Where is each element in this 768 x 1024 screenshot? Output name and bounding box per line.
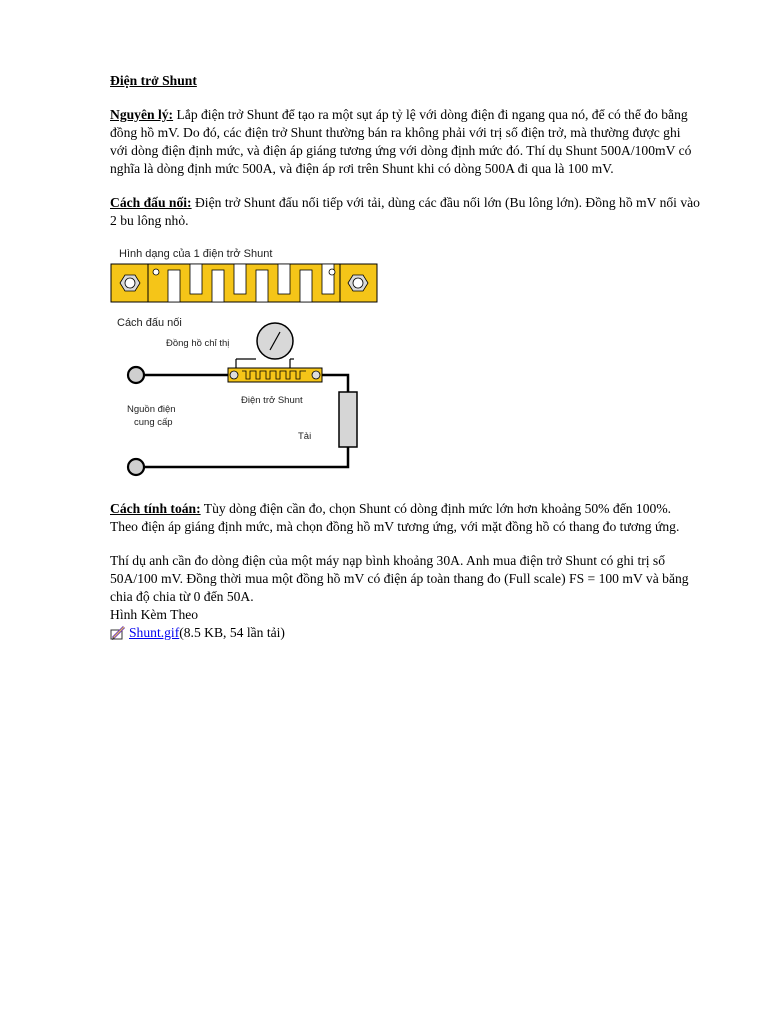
shunt-shape bbox=[111, 264, 377, 302]
source-terminal-bottom bbox=[128, 459, 144, 475]
meter-label: Đồng hồ chỉ thị bbox=[166, 338, 230, 349]
small-bolt-right bbox=[329, 269, 335, 275]
load-label: Tải bbox=[298, 431, 312, 442]
small-bolt-left bbox=[153, 269, 159, 275]
shunt-label: Điện trở Shunt bbox=[241, 395, 303, 406]
principle-label: Nguyên lý: bbox=[110, 107, 174, 122]
attachment-meta: (8.5 KB, 54 lần tải) bbox=[179, 625, 285, 640]
calculation-text: Tùy dòng điện cần đo, chọn Shunt có dòng định mức lớn hơn khoảng 50% đến 100%. Theo điện áp giáng định mức, mà chọn đồng hồ mV tương ứng, với mặt đồng hồ có thang đo tương ứng. bbox=[110, 501, 680, 534]
attachment-row bbox=[110, 624, 700, 642]
shunt-figure bbox=[110, 246, 380, 486]
document-title: Điện trở Shunt bbox=[110, 73, 197, 88]
source-label-1: Nguồn điện bbox=[127, 404, 176, 415]
calculation-paragraph bbox=[110, 500, 700, 536]
connection-paragraph bbox=[110, 194, 700, 230]
source-label-2: cung cấp bbox=[134, 417, 173, 428]
schematic-shunt bbox=[228, 368, 322, 382]
shunt-diagram bbox=[110, 246, 380, 486]
attachment-pencil-icon bbox=[110, 625, 126, 641]
principle-text: Lắp điện trở Shunt để tạo ra một sụt áp tỷ lệ với dòng điện đi ngang qua nó, để có thể đo bằng đồng hồ mV. Do đó, các điện trở Shunt thường bán ra không phải với trị số điện trở, mà thường được ghi với dòng điện định mức, và điện áp giáng tương ứng với dòng định mức đó. Thí dụ Shunt 500A/100mV có nghĩa là dòng định mức 500A, và điện áp rơi trên Shunt khi có dòng 500A đi qua là 100 mV. bbox=[110, 107, 692, 176]
attachment-heading: Hình Kèm Theo bbox=[110, 607, 199, 622]
calculation-label: Cách tính toán: bbox=[110, 501, 201, 516]
source-terminal-top bbox=[128, 367, 144, 383]
attachment-link[interactable]: Shunt.gif bbox=[129, 625, 180, 640]
example-paragraph: Thí dụ anh cần đo dòng điện của một máy nạp bình khoảng 30A. Anh mua điện trở Shunt có ghi trị số 50A/100 mV. Đồng thời mua một đồng hồ mV có điện áp toàn thang đo (Full scale) FS = 100 mV và băng chia độ chia từ 0 đến 50A. bbox=[110, 553, 689, 604]
wiring-caption: Cách đấu nối bbox=[117, 317, 182, 329]
document-page bbox=[110, 72, 700, 642]
principle-paragraph bbox=[110, 106, 700, 178]
load-resistor bbox=[339, 392, 357, 447]
connection-label: Cách đấu nối: bbox=[110, 195, 192, 210]
shape-caption: Hình dạng của 1 điện trở Shunt bbox=[119, 248, 273, 260]
connection-text: Điện trở Shunt đấu nối tiếp với tải, dùng các đầu nối lớn (Bu lông lớn). Đồng hồ mV nối vào 2 bu lông nhỏ. bbox=[110, 195, 700, 228]
